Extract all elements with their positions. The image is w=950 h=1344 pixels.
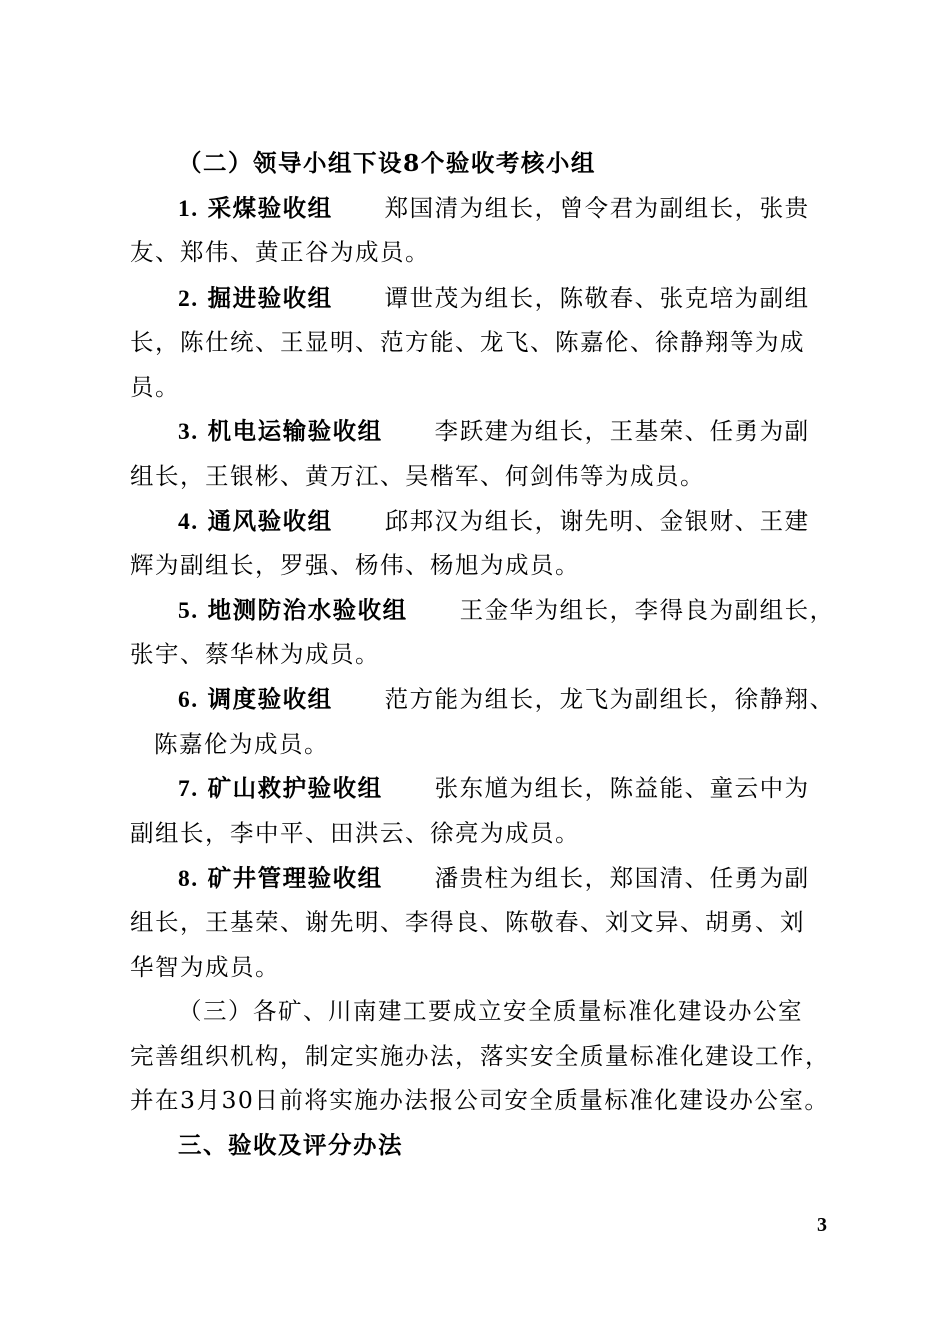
group-3-text: 李跃建为组长，王基荣、任勇为副: [434, 417, 810, 445]
group-2-line-3: 员。: [130, 373, 180, 401]
group-5-line-2: 张宇、蔡华林为成员。: [130, 640, 380, 668]
section3-heading: 三、验收及评分办法: [178, 1131, 403, 1159]
group-3-number: 3.: [178, 419, 199, 445]
group-1-number: 1.: [178, 196, 199, 222]
group-1-text: 郑国清为组长，曾令君为副组长，张贵: [384, 194, 810, 222]
paragraph3-line-1: （三）各矿、川南建工要成立安全质量标准化建设办公室: [178, 997, 803, 1025]
group-8-line-2: 组长，王基荣、谢先明、李得良、陈敬春、刘文异、胡勇、刘: [130, 908, 805, 936]
group-5-text: 王金华为组长，李得良为副组长，: [459, 596, 835, 624]
group-4-number: 4.: [178, 509, 199, 535]
group-3-name: 机电运输验收组: [207, 417, 383, 445]
group-7-number: 7.: [178, 776, 199, 802]
group-2-text: 谭世茂为组长，陈敬春、张克培为副组: [384, 284, 810, 312]
group-7-text: 张东馗为组长，陈益能、童云中为: [434, 774, 810, 802]
group-7-name: 矿山救护验收组: [207, 774, 383, 802]
group-2-first-line: [178, 283, 898, 314]
page-number: 3: [817, 1214, 827, 1236]
group-8-name: 矿井管理验收组: [207, 864, 383, 892]
group-5-name: 地测防治水验收组: [207, 596, 408, 624]
group-6-number: 6.: [178, 687, 199, 713]
group-1-line-2: 友、郑伟、黄正谷为成员。: [130, 238, 430, 266]
group-8-number: 8.: [178, 866, 199, 892]
group-5-number: 5.: [178, 598, 199, 624]
group-4-line-2: 辉为副组长，罗强、杨伟、杨旭为成员。: [130, 551, 580, 579]
group-1-name: 采煤验收组: [207, 194, 333, 222]
group-8-text: 潘贵柱为组长，郑国清、任勇为副: [434, 864, 810, 892]
section-heading: （二）领导小组下设8个验收考核小组: [178, 149, 596, 177]
group-2-number: 2.: [178, 286, 199, 312]
group-6-text: 范方能为组长，龙飞为副组长，徐静翔、: [384, 685, 835, 713]
group-7-first-line: [178, 773, 898, 804]
group-3-first-line: [178, 416, 898, 447]
group-2-name: 掘进验收组: [207, 284, 333, 312]
group-2-line-2: 长，陈仕统、王显明、范方能、龙飞、陈嘉伦、徐静翔等为成: [130, 328, 805, 356]
group-8-first-line: [178, 863, 898, 894]
group-4-first-line: [178, 506, 898, 537]
group-6-line-2: 陈嘉伦为成员。: [154, 730, 329, 758]
group-5-first-line: [178, 595, 898, 626]
group-3-line-2: 组长，王银彬、黄万江、吴楷军、何剑伟等为成员。: [130, 462, 705, 490]
group-4-name: 通风验收组: [207, 507, 333, 535]
group-6-name: 调度验收组: [207, 685, 333, 713]
group-8-line-3: 华智为成员。: [130, 953, 280, 981]
group-7-line-2: 副组长，李中平、田洪云、徐亮为成员。: [130, 819, 580, 847]
group-1-first-line: [178, 193, 898, 224]
group-4-text: 邱邦汉为组长，谢先明、金银财、王建: [384, 507, 810, 535]
paragraph3-line-2: 完善组织机构，制定实施办法，落实安全质量标准化建设工作，: [130, 1042, 830, 1070]
paragraph3-line-3: 并在3月30日前将实施办法报公司安全质量标准化建设办公室。: [130, 1086, 830, 1114]
group-6-first-line: [178, 684, 898, 715]
